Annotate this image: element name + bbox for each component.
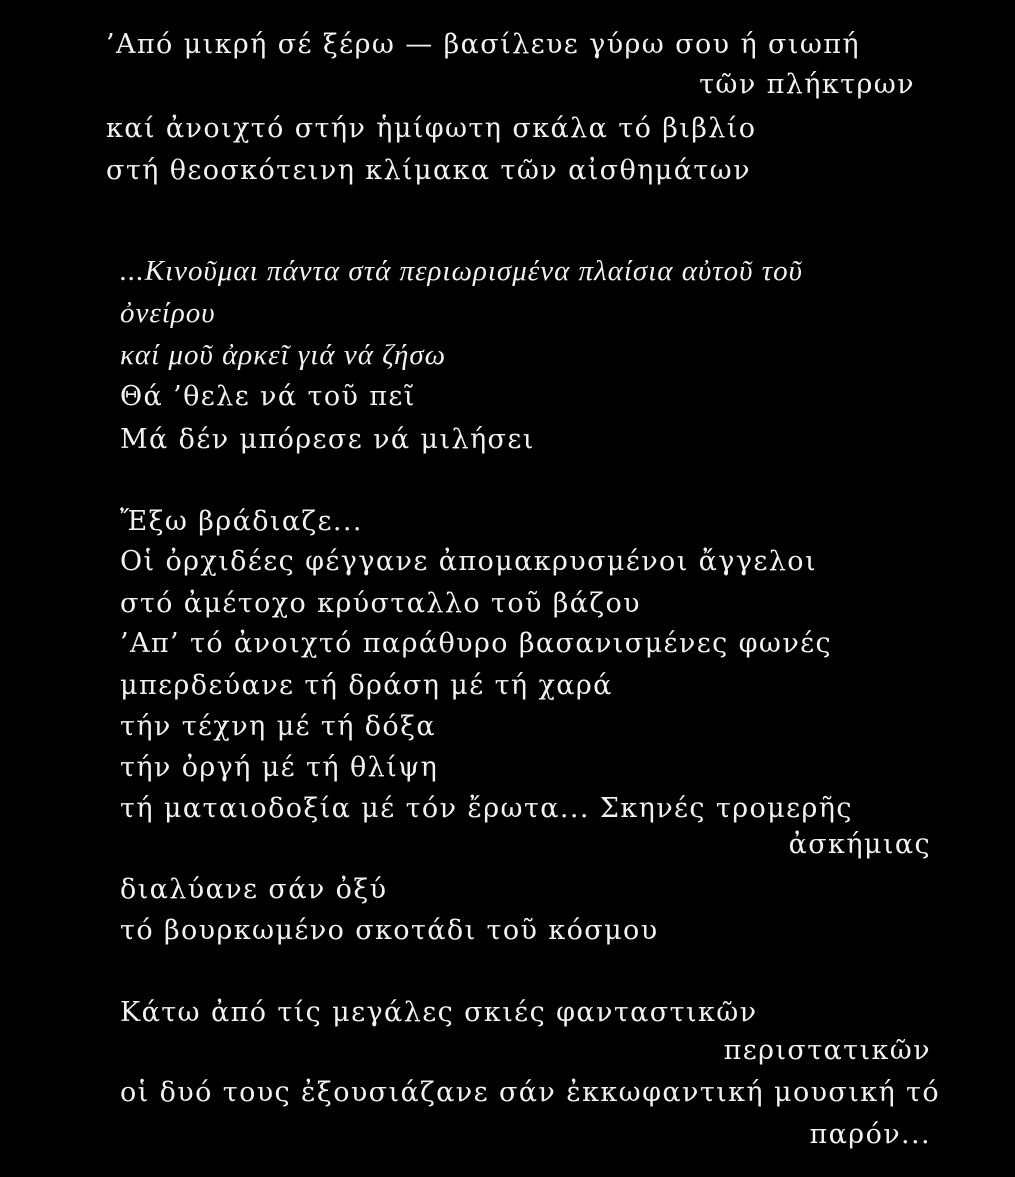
poem-line: Ἔξω βράδιαζε... xyxy=(120,506,363,537)
poem-line-continuation: περιστατικῶν xyxy=(723,1035,931,1066)
poem-line: καί ἀνοιχτό στήν ἡμίφωτη σκάλα τό βιβλίο xyxy=(106,113,757,144)
poem-line-continuation: τῶν πλήκτρων xyxy=(699,69,915,100)
poem-line-continuation: ἀσκήμιας xyxy=(788,829,931,860)
poem-line: στό ἀμέτοχο κρύσταλλο τοῦ βάζου xyxy=(120,588,641,619)
poem-line-italic: καί μοῦ ἀρκεῖ γιά νά ζήσω xyxy=(120,339,447,371)
poem-line-italic: ...Κινοῦμαι πάντα στά περιωρισμένα πλαίσια αὐτοῦ τοῦ xyxy=(120,255,803,287)
poem-line: μπερδεύανε τή δράση μέ τή χαρά xyxy=(120,670,613,701)
poem-line: τήν τέχνη μέ τή δόξα xyxy=(120,711,436,742)
poem-line: Μά δέν μπόρεσε νά μιλήσει xyxy=(120,424,535,455)
poem-line: τήν ὀργή μέ τή θλίψη xyxy=(120,752,439,783)
poem-line-continuation: παρόν... xyxy=(809,1119,931,1150)
poem-line: στή θεοσκότεινη κλίμακα τῶν αἰσθημάτων xyxy=(106,155,751,186)
poem-line: τή ματαιοδοξία μέ τόν ἔρωτα... Σκηνές τρομερῆς xyxy=(120,793,853,824)
poem-line: διαλύανε σάν ὀξύ xyxy=(120,874,388,905)
poem-line: ’Απ’ τό ἀνοιχτό παράθυρο βασανισμένες φωνές xyxy=(120,628,833,659)
poem-line: Κάτω ἀπό τίς μεγάλες σκιές φανταστικῶν xyxy=(120,997,758,1028)
poem-line: οἱ δυό τους ἐξουσιάζανε σάν ἐκκωφαντική μουσική τό xyxy=(120,1077,941,1108)
poem-line: ’Από μικρή σέ ξέρω — βασίλευε γύρω σου ή σιωπή xyxy=(106,29,860,60)
poem-line: τό βουρκωμένο σκοτάδι τοῦ κόσμου xyxy=(120,915,659,946)
poem-line: Οἱ ὀρχιδέες φέγγανε ἀπομακρυσμένοι ἄγγελοι xyxy=(120,546,817,577)
poem-line-italic: ὀνείρου xyxy=(120,297,216,329)
poem-line: Θά ’θελε νά τοῦ πεῖ xyxy=(120,381,416,412)
